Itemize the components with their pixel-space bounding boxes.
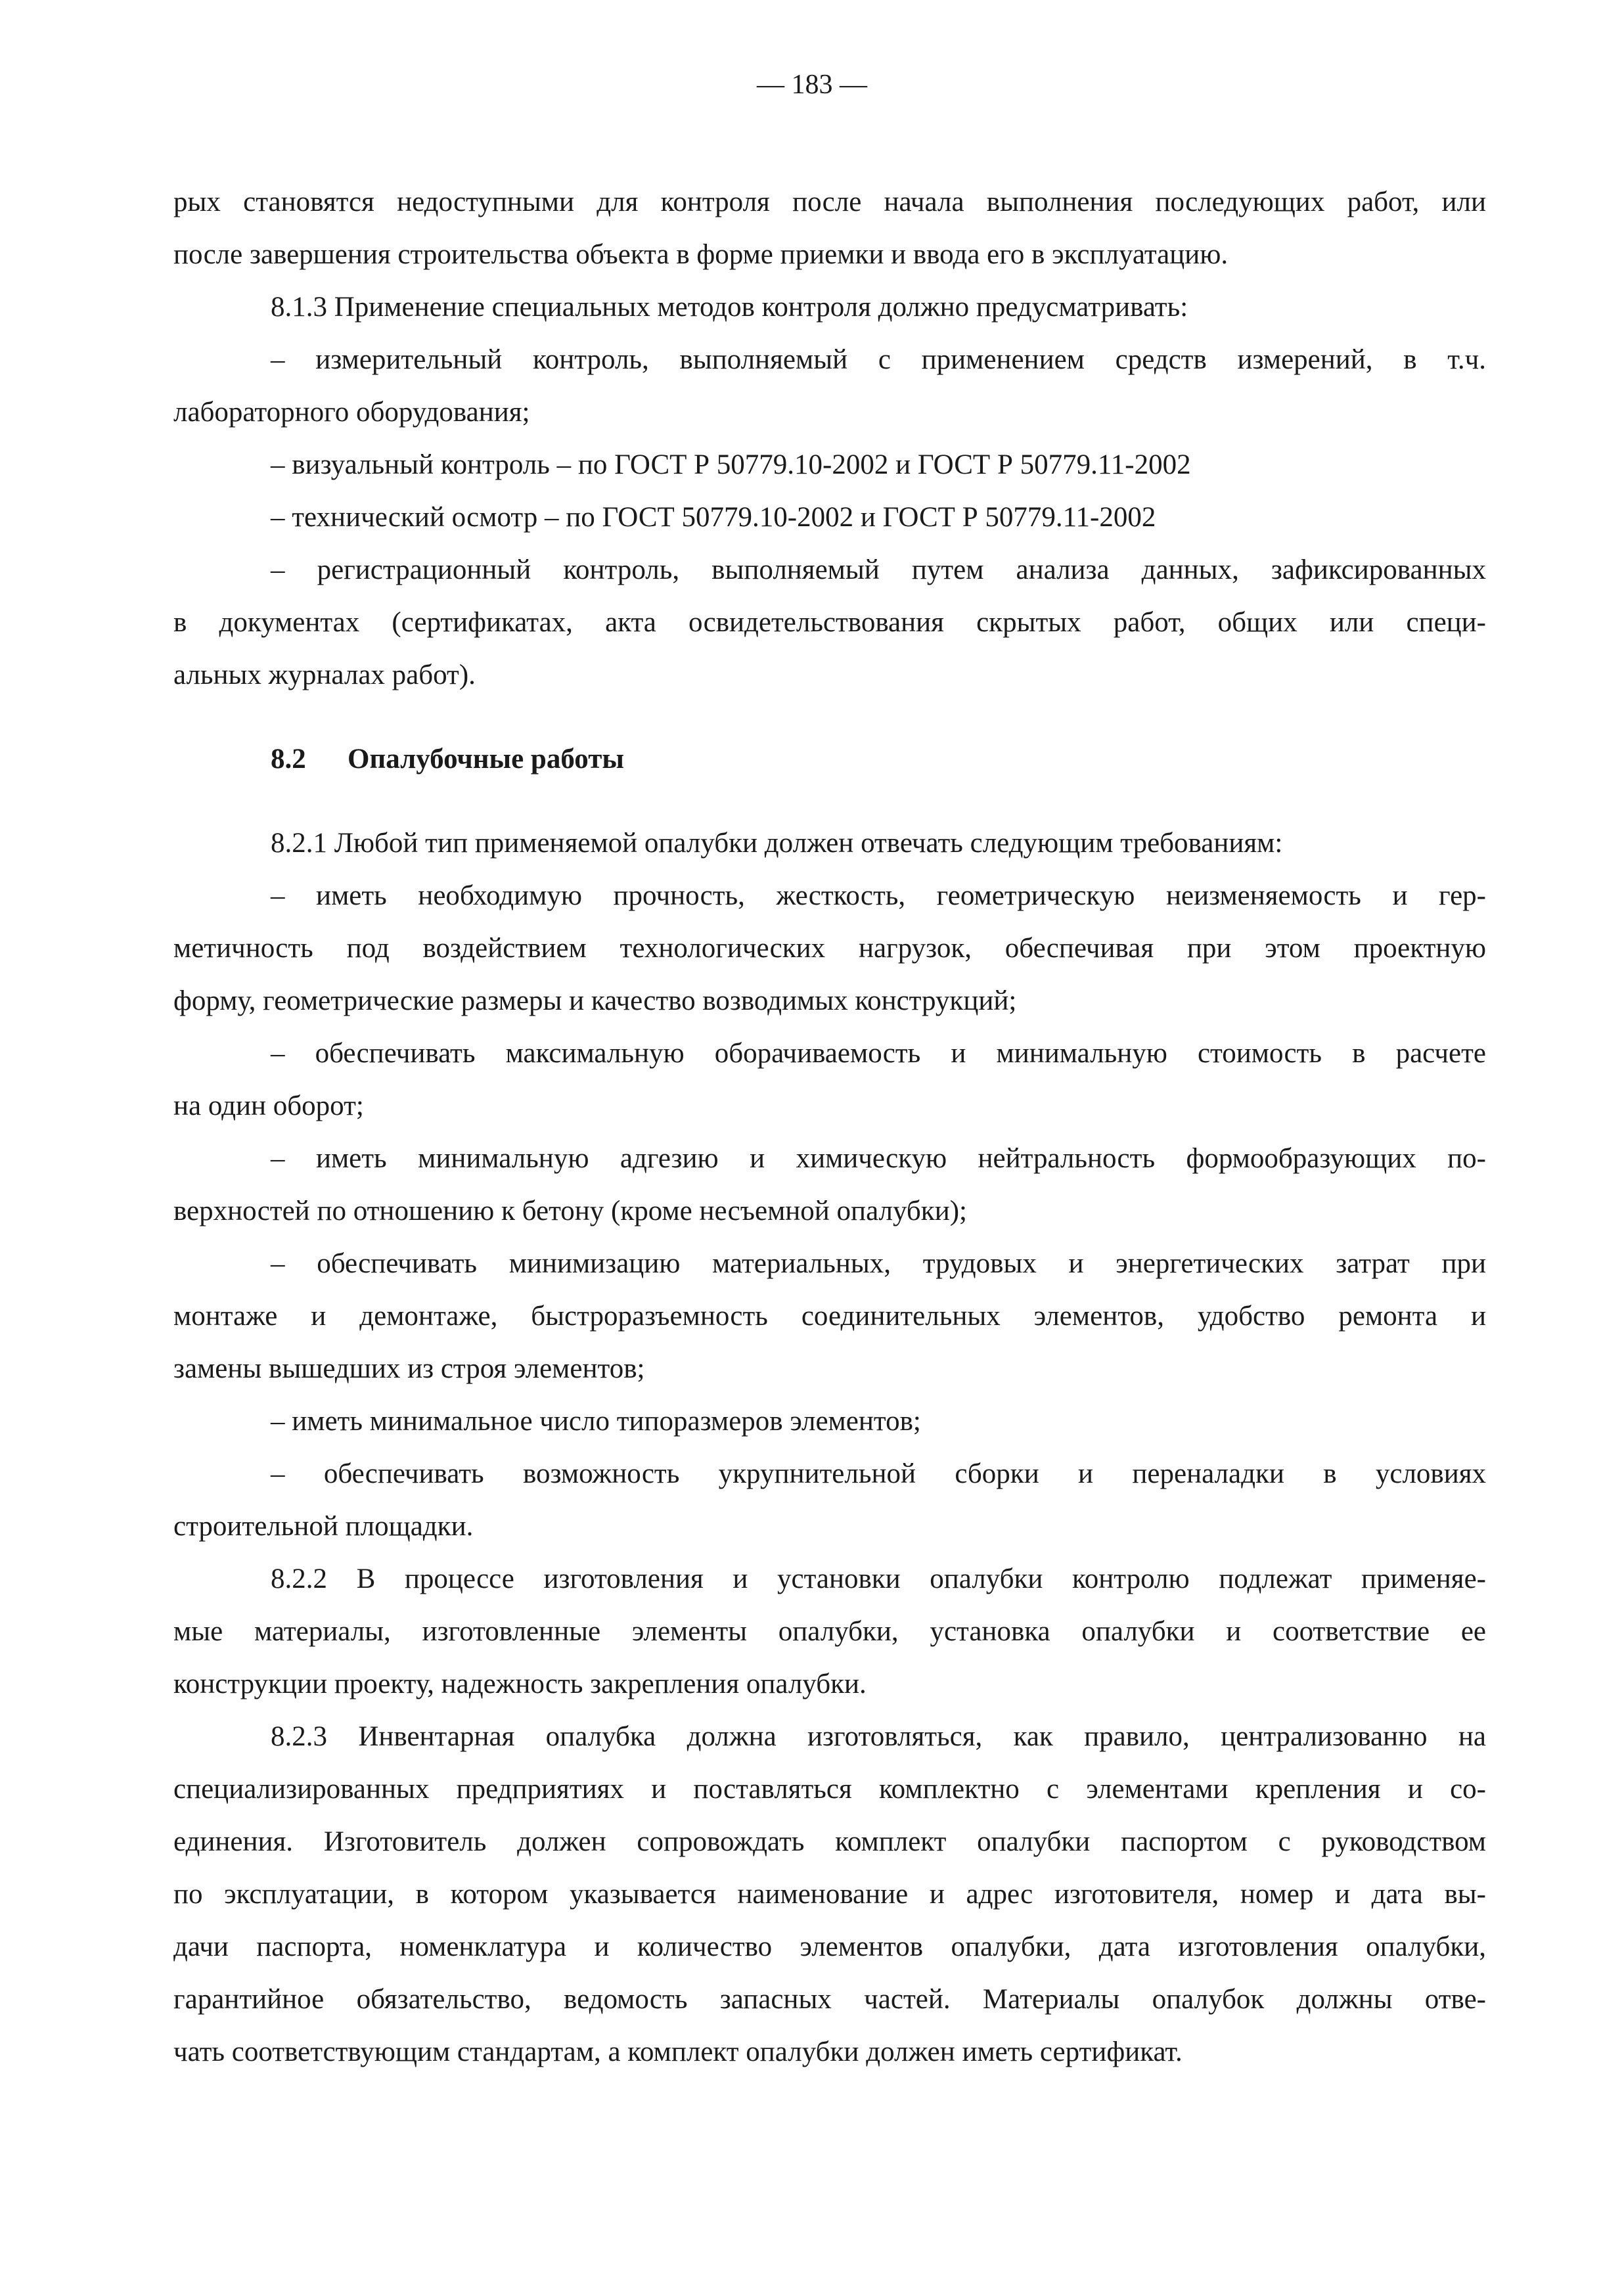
list-item: – иметь минимальное число типоразмеров элементов; <box>271 1406 921 1437</box>
paragraph-line: дачи паспорта, номенклатура и количество элементов опалубки, дата изготовления опалубки, <box>173 1931 1486 1962</box>
clause-intro: 8.2.1 Любой тип применяемой опалубки должен отвечать следующим требованиям: <box>271 828 1283 859</box>
text-line: рых становятся недоступными для контроля после начала выполнения последующих работ, или <box>173 187 1486 217</box>
paragraph-line: 8.2.3 Инвентарная опалубка должна изготовляться, как правило, централизованно на <box>271 1721 1486 1752</box>
list-item-line: – регистрационный контроль, выполняемый путем анализа данных, зафиксированных <box>271 554 1486 585</box>
paragraph-line: специализированных предприятиях и поставляться комплектно с элементами крепления и со- <box>173 1774 1486 1805</box>
paragraph-line: мые материалы, изготовленные элементы опалубки, установка опалубки и соответствие ее <box>173 1616 1486 1647</box>
list-item-line: форму, геометрические размеры и качество возводимых конструкций; <box>173 985 1017 1016</box>
list-item-line: – иметь минимальную адгезию и химическую нейтральность формообразующих по- <box>271 1143 1486 1174</box>
text-line: после завершения строительства объекта в форме приемки и ввода его в эксплуатацию. <box>173 239 1229 270</box>
section-heading <box>173 733 1486 786</box>
list-item-line: – иметь необходимую прочность, жесткость, геометрическую неизменяемость и гер- <box>271 880 1486 911</box>
list-item-line: лабораторного оборудования; <box>173 397 530 428</box>
paragraph-continuation <box>173 176 1486 281</box>
list-item-line: монтаже и демонтаже, быстроразъемность соединительных элементов, удобство ремонта и <box>173 1301 1486 1332</box>
paragraph-line: конструкции проекту, надежность закрепления опалубки. <box>173 1669 867 1699</box>
list-item: – визуальный контроль – по ГОСТ Р 50779.10-2002 и ГОСТ Р 50779.11-2002 <box>271 449 1191 480</box>
list-item: – технический осмотр – по ГОСТ 50779.10-2002 и ГОСТ Р 50779.11-2002 <box>271 502 1156 533</box>
section-title: Опалубочные работы <box>348 744 624 775</box>
list-item-line: – измерительный контроль, выполняемый с применением средств измерений, в т.ч. <box>271 344 1486 375</box>
list-item-line: – обеспечивать возможность укрупнительной сборки и переналадки в условиях <box>271 1458 1486 1489</box>
page-number: — 183 — <box>757 70 867 100</box>
list-item-line: на один оборот; <box>173 1091 364 1121</box>
list-item-line: верхностей по отношению к бетону (кроме несъемной опалубки); <box>173 1196 967 1226</box>
clause-8-1-3 <box>173 281 1486 702</box>
list-item-line: альных журналах работ). <box>173 660 476 690</box>
list-item-line: – обеспечивать максимальную оборачиваемость и минимальную стоимость в расчете <box>271 1038 1486 1069</box>
page-body <box>173 176 1486 2079</box>
paragraph-line: чать соответствующим стандартам, а комплект опалубки должен иметь сертификат. <box>173 2036 1183 2067</box>
paragraph-line: гарантийное обязательство, ведомость запасных частей. Материалы опалубок должны отве- <box>173 1984 1486 2015</box>
clause-8-2-3 <box>173 1711 1486 2079</box>
list-item-line: строительной площадки. <box>173 1511 474 1542</box>
clause-8-2-2 <box>173 1553 1486 1711</box>
list-item-line: – обеспечивать минимизацию материальных, трудовых и энергетических затрат при <box>271 1248 1486 1279</box>
clause-8-2-1 <box>173 817 1486 1553</box>
paragraph-line: по эксплуатации, в котором указывается наименование и адрес изготовителя, номер и дата вы- <box>173 1879 1486 1910</box>
section-number: 8.2 <box>271 744 306 775</box>
list-item-line: замены вышедших из строя элементов; <box>173 1353 645 1384</box>
list-item-line: в документах (сертификатах, акта освидетельствования скрытых работ, общих или специ- <box>173 607 1486 638</box>
list-item-line: метичность под воздействием технологических нагрузок, обеспечивая при этом проектную <box>173 933 1486 964</box>
paragraph-line: 8.2.2 В процессе изготовления и установки опалубки контролю подлежат применяе- <box>271 1563 1486 1594</box>
paragraph-line: единения. Изготовитель должен сопровождать комплект опалубки паспортом с руководством <box>173 1826 1486 1857</box>
clause-intro: 8.1.3 Применение специальных методов контроля должно предусматривать: <box>271 292 1188 323</box>
